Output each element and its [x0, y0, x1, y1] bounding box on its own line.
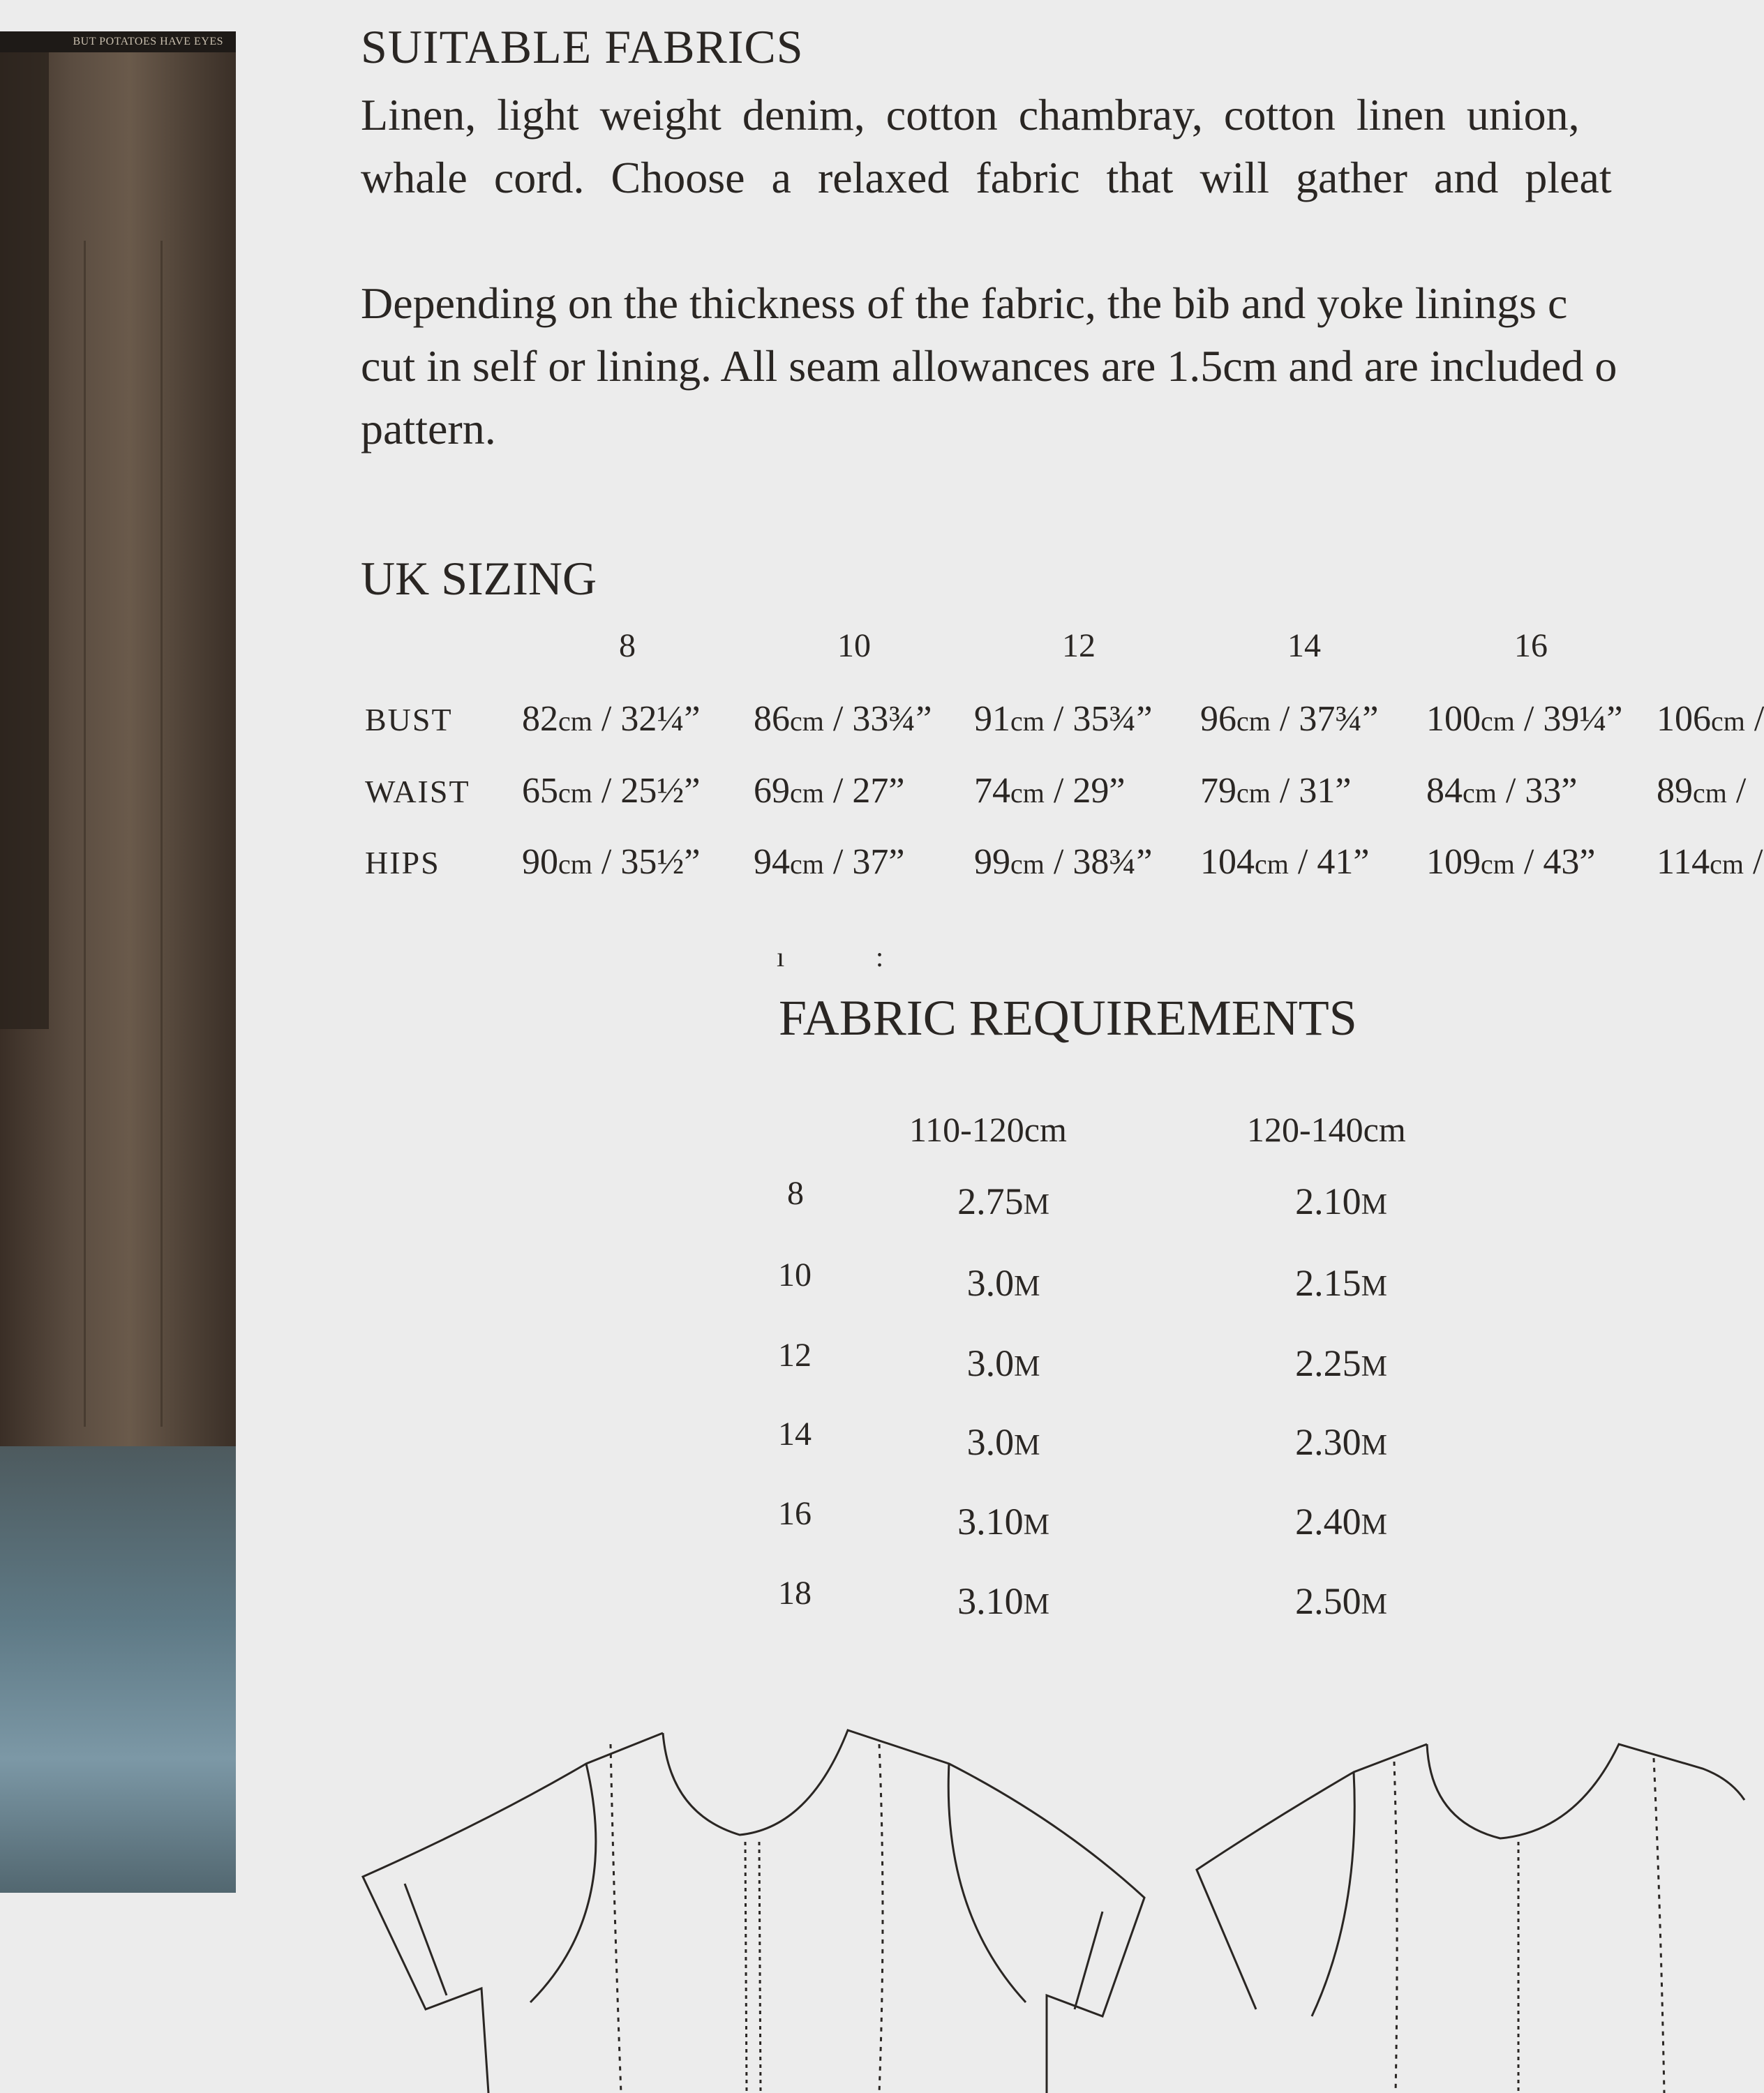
fabrics-text-line: whale cord. Choose a relaxed fabric that will gather and pleat [361, 153, 1612, 202]
fabric-length-value: 2.10M [1295, 1180, 1387, 1222]
fabric-length-value: 3.0M [966, 1342, 1040, 1384]
sizing-measurement: 82cm / 32¼” [522, 699, 701, 739]
garment-technical-drawings [0, 1702, 1744, 2093]
uk-sizing-heading: UK SIZING [361, 552, 597, 605]
size-column-header: 14 [1287, 627, 1321, 664]
fabric-width-header: 110-120cm [909, 1110, 1067, 1149]
sizing-measurement: 79cm / 31” [1200, 771, 1352, 811]
suitable-fabrics-heading: SUITABLE FABRICS [361, 20, 804, 73]
fabric-length-value: 2.50M [1295, 1580, 1387, 1622]
size-column-header: 16 [1514, 627, 1548, 664]
garment-photo [0, 31, 236, 1893]
fabric-length-value: 2.75M [957, 1180, 1049, 1222]
sizing-measurement: 109cm / 43” [1426, 842, 1596, 882]
sizing-measurement: 114cm / [1657, 842, 1763, 882]
sizing-row-label: HIPS [365, 845, 440, 880]
sizing-measurement: 106cm / [1657, 699, 1764, 739]
sizing-measurement: 86cm / 33¾” [754, 699, 932, 739]
fabric-requirements-heading: FABRIC REQUIREMENTS [779, 990, 1357, 1046]
photo-fold [84, 241, 86, 1427]
requirement-size-label: 8 [787, 1175, 804, 1212]
sizing-measurement: 90cm / 35½” [522, 842, 701, 882]
photo-shadow [0, 52, 49, 1029]
sizing-measurement: 84cm / 33” [1426, 771, 1578, 811]
sizing-measurement: 94cm / 37” [754, 842, 905, 882]
size-column-header: 10 [837, 627, 871, 664]
fabrics-text-line: Depending on the thickness of the fabric, the bib and yoke linings c [361, 278, 1568, 328]
sizing-measurement: 65cm / 25½” [522, 771, 701, 811]
sizing-measurement: 99cm / 38¾” [974, 842, 1153, 882]
sizing-measurement: 96cm / 37¾” [1200, 699, 1379, 739]
requirement-size-label: 14 [778, 1416, 812, 1453]
photo-caption: BUT POTATOES HAVE EYES [73, 36, 223, 47]
stray-mark: ı [777, 941, 785, 973]
garment-sketch-back [1197, 1744, 1744, 2093]
fabric-length-value: 2.40M [1295, 1501, 1387, 1543]
sizing-row-label: BUST [365, 702, 453, 737]
fabrics-text-line: Linen, light weight denim, cotton chambray, cotton linen union, [361, 90, 1580, 140]
size-column-header: 12 [1062, 627, 1096, 664]
sizing-measurement: 89cm / [1657, 771, 1747, 811]
fabric-length-value: 3.10M [957, 1580, 1049, 1622]
sizing-measurement: 104cm / 41” [1200, 842, 1370, 882]
fabric-width-header: 120-140cm [1247, 1110, 1406, 1149]
size-column-header: 8 [619, 627, 636, 664]
fabric-length-value: 2.25M [1295, 1342, 1387, 1384]
sizing-measurement: 74cm / 29” [974, 771, 1126, 811]
photo-fold [160, 241, 163, 1427]
fabric-length-value: 3.0M [966, 1421, 1040, 1463]
sizing-measurement: 91cm / 35¾” [974, 699, 1153, 739]
fabric-length-value: 2.30M [1295, 1421, 1387, 1463]
photo-caption-band [0, 31, 236, 52]
stray-mark: : [876, 941, 884, 973]
fabric-length-value: 3.10M [957, 1501, 1049, 1543]
requirement-size-label: 10 [778, 1256, 812, 1293]
fabrics-text-line: cut in self or lining. All seam allowances are 1.5cm and are included o [361, 341, 1617, 391]
fabrics-text-line: pattern. [361, 404, 496, 453]
garment-sketch-front [363, 1730, 1144, 2093]
fabric-length-value: 3.0M [966, 1262, 1040, 1304]
requirement-size-label: 12 [778, 1337, 812, 1374]
requirement-size-label: 18 [778, 1575, 812, 1612]
sizing-measurement: 100cm / 39¼” [1426, 699, 1623, 739]
sizing-row-label: WAIST [365, 774, 470, 809]
fabric-length-value: 2.15M [1295, 1262, 1387, 1304]
sizing-measurement: 69cm / 27” [754, 771, 905, 811]
requirement-size-label: 16 [778, 1495, 812, 1532]
